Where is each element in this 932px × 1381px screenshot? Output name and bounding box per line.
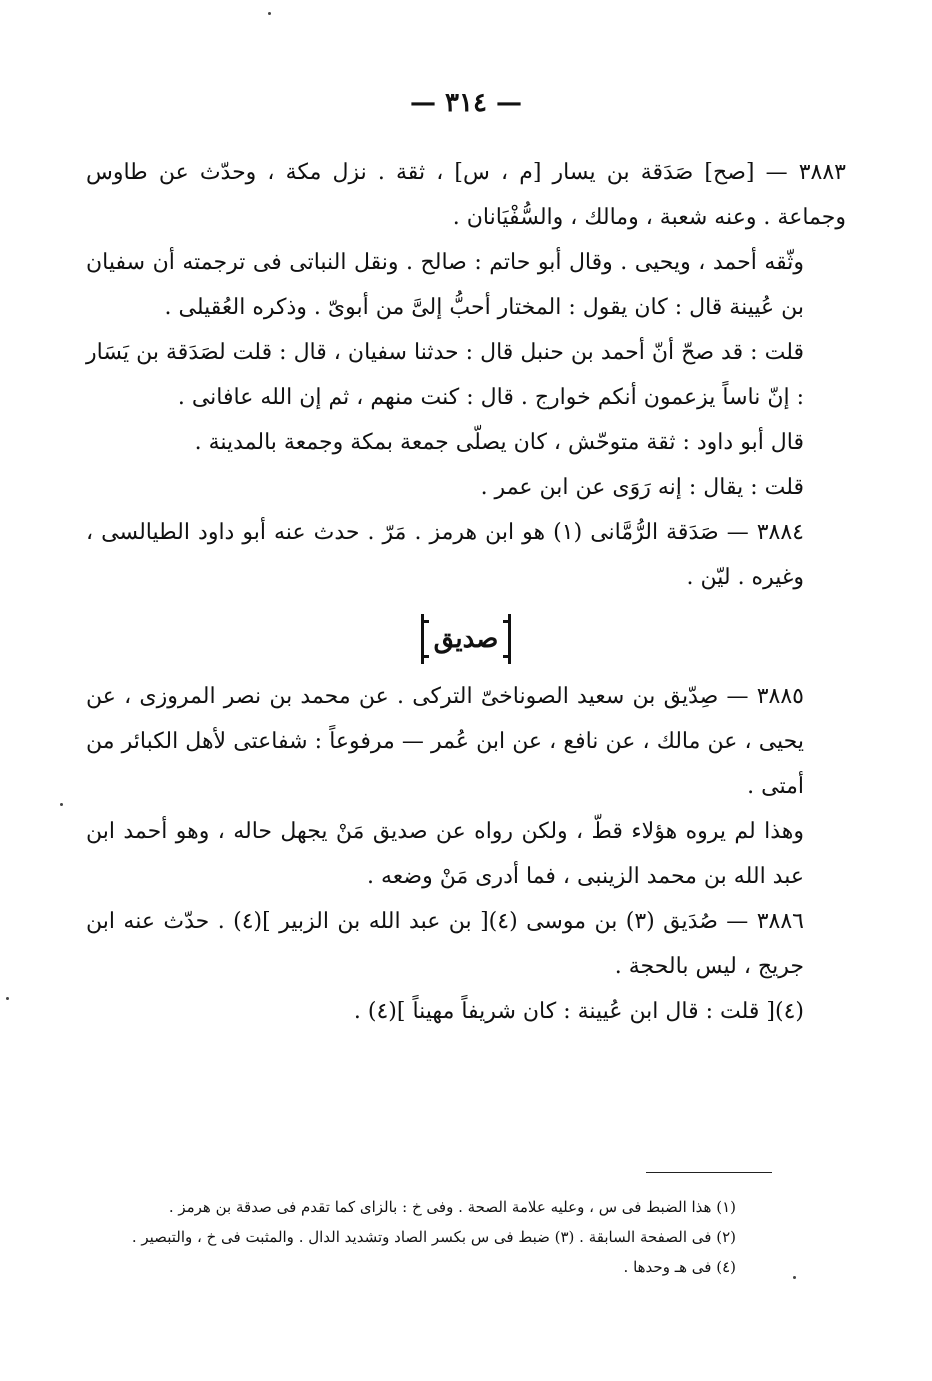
footnotes xyxy=(86,1192,736,1282)
paragraph-ibn-umar: قلت : يقال : إنه رَوَى عن ابن عمر . xyxy=(480,475,804,500)
paragraph-ibn-uyayna: (٤)[ قلت : قال ابن عُيينة : كان شريفاً مهيناً ](٤) . xyxy=(353,999,804,1024)
scan-speck xyxy=(6,997,9,1000)
main-text xyxy=(86,150,846,1034)
scan-speck xyxy=(268,12,271,15)
entry-3884: ٣٨٨٤ — صَدَقة الرُّمَّانى (١) هو ابن هرمز . مَرّ . حدث عنه أبو داود الطيالسى ، وغيره . ليّن . xyxy=(86,520,804,590)
section-heading-label: صديق xyxy=(421,614,512,664)
footnote-4: (٤) فى هـ وحدها . xyxy=(623,1258,736,1276)
scan-speck xyxy=(793,1276,796,1279)
paragraph-critique: وهذا لم يروه هؤلاء قطّ ، ولكن رواه عن صديق مَنْ يجهل حاله ، وهو أحمد ابن عبد الله بن محمد الزينبى ، فما أدرى مَنْ وضعه . xyxy=(86,819,804,889)
section-heading xyxy=(86,614,846,664)
footnote-1: (١) هذا الضبط فى س ، وعليه علامة الصحة . وفى خ : بالزاى كما تقدم فى صدقة بن هرمز . xyxy=(168,1198,736,1216)
paragraph-tawthiq: وثّقه أحمد ، ويحيى . وقال أبو حاتم : صالح . ونقل النباتى فى ترجمته أن سفيان بن عُيينة قال : كان يقول : المختار أحبُّ إلىَّ من أبوىّ . وذكره العُقيلى . xyxy=(86,250,804,320)
page-number: — ٣١٤ — xyxy=(409,88,523,118)
entry-3886: ٣٨٨٦ — صُدَيق (٣) بن موسى (٤)[ بن عبد الله بن الزبير ](٤) . حدّث عنه ابن جريج ، ليس بالحجة . xyxy=(86,909,804,979)
entry-3883: ٣٨٨٣ — [صح] صَدَقة بن يسار [م ، س] ، ثقة . نزل مكة ، وحدّث عن طاوس وجماعة . وعنه شعبة ، ومالك ، والسُّفْيَانان . xyxy=(86,160,846,230)
entry-3885: ٣٨٨٥ — صِدّيق بن سعيد الصوناخىّ التركى . عن محمد بن نصر المروزى ، عن يحيى ، عن مالك ، عن نافع ، عن ابن عُمر — مرفوعاً : شفاعتى لأهل الكبائر من أمتى . xyxy=(86,684,804,799)
footnote-2-3: (٢) فى الصفحة السابقة . (٣) ضبط فى س بكسر الصاد وتشديد الدال . والمثبت فى خ ، والتبصير . xyxy=(131,1228,736,1246)
scan-speck xyxy=(60,803,63,806)
paragraph-abu-dawud: قال أبو داود : ثقة متوحّش ، كان يصلّى جمعة بمكة وجمعة بالمدينة . xyxy=(194,430,804,455)
paragraph-qultu: قلت : قد صحّ أنّ أحمد بن حنبل قال : حدثنا سفيان ، قال : قلت لصَدَقة بن يَسَار : إنّ ناساً يزعمون أنكم خوارج . قال : كنت منهم ، ثم إن الله عافانى . xyxy=(86,340,804,410)
footnote-divider xyxy=(646,1172,772,1173)
